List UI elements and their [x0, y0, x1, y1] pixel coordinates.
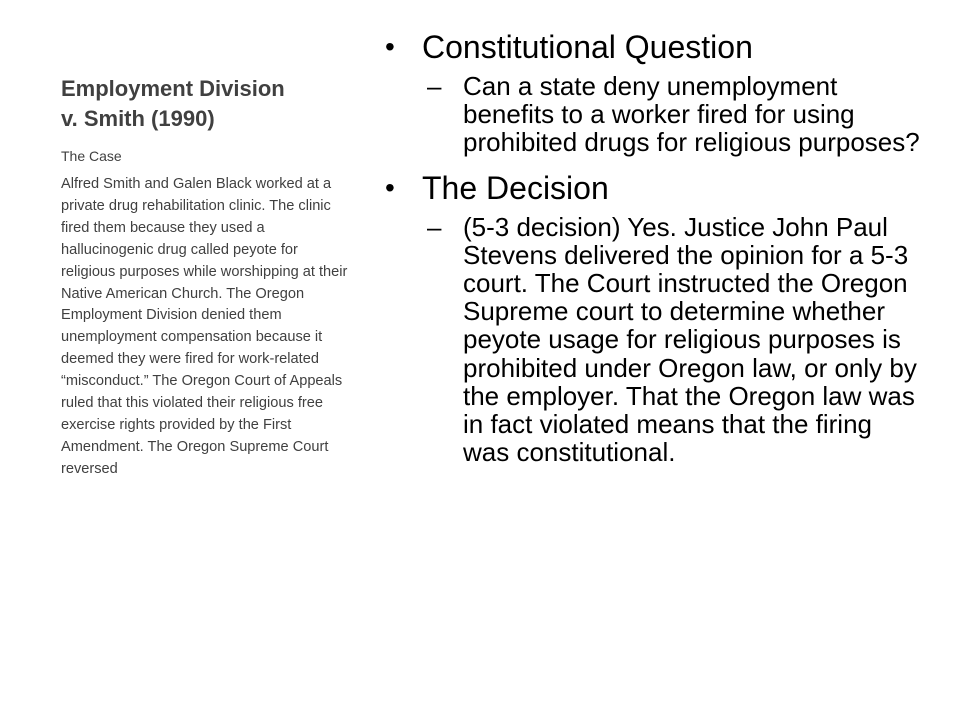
case-summary-column: [61, 74, 353, 481]
dash-icon: –: [427, 71, 442, 101]
case-body-text: Alfred Smith and Galen Black worked at a private drug rehabilitation clinic. The clinic fired them because they used a hallucinogenic drug called peyote for religious purposes while worshipping at their Native American Church. The Oregon Employment Division denied them unemployment compensation because it deemed they were fired for work-related “misconduct.” The Oregon Court of Appeals ruled that this violated their religious free exercise rights provided by the First Amendment. The Oregon Supreme Court reversed: [61, 176, 348, 477]
decision-text: (5-3 decision) Yes. Justice John Paul Stevens delivered the opinion for a 5-3 court. The Court instructed the Oregon Supreme court to determine whether peyote usage for religious purposes is prohibited under Oregon law, or only by the employer. That the Oregon law was in fact violated means that the firing was constitutional.: [463, 211, 917, 468]
slide-title-line-2: v. Smith (1990): [61, 106, 215, 131]
decision-heading: The Decision: [422, 169, 609, 206]
slide-title: [61, 74, 353, 134]
question-decision-column: [385, 28, 925, 466]
dash-icon: –: [427, 211, 442, 242]
question-bullet: [385, 28, 925, 66]
bullet-dot-icon: •: [385, 31, 395, 62]
question-text: Can a state deny unemployment benefits to a worker fired for using prohibited drugs for religious purposes?: [463, 71, 920, 158]
decision-sub-bullet: [385, 213, 925, 467]
bullet-dot-icon: •: [385, 171, 395, 203]
case-heading: The Case: [61, 148, 122, 164]
question-heading: Constitutional Question: [422, 29, 753, 65]
slide-title-line-1: Employment Division: [61, 76, 285, 101]
question-sub-bullet: [385, 72, 925, 157]
decision-bullet: [385, 169, 925, 207]
